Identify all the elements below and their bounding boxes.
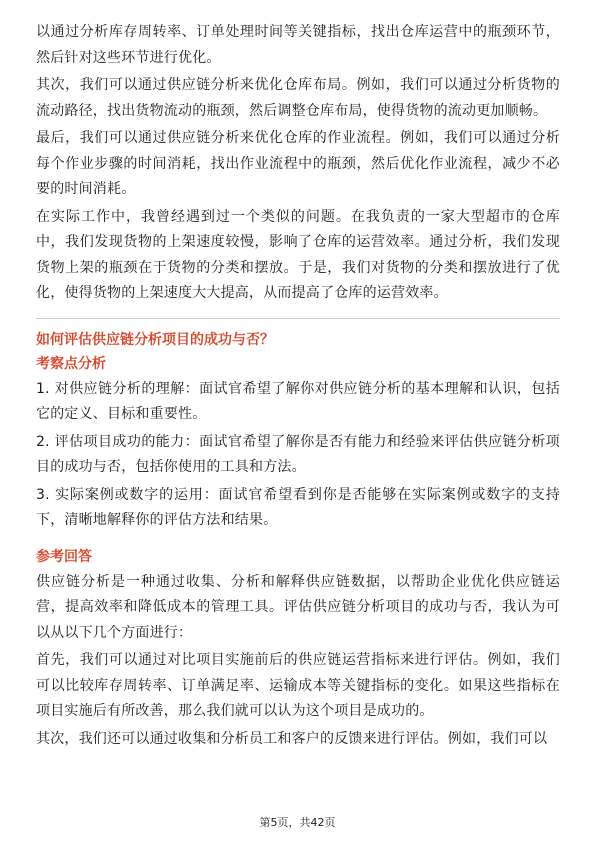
- intro-paragraph: 其次，我们可以通过供应链分析来优化仓库布局。例如，我们可以通过分析货物的流动路径，找出货物流动的瓶颈，然后调整仓库布局，使得货物的流动更加顺畅。: [36, 77, 560, 119]
- key-point-item: 1. 对供应链分析的理解：面试官希望了解你对供应链分析的基本理解和认识，包括它的定义、目标和重要性。: [36, 380, 560, 422]
- intro-paragraph: 以通过分析库存周转率、订单处理时间等关键指标，找出仓库运营中的瓶颈环节，然后针对这些环节进行优化。: [36, 24, 560, 66]
- key-points-heading: 考察点分析: [36, 355, 106, 372]
- section-divider: [36, 318, 560, 319]
- reference-answer-heading: 参考回答: [36, 548, 92, 565]
- answer-paragraph: 其次，我们还可以通过收集和分析员工和客户的反馈来进行评估。例如，我们可以: [36, 730, 548, 747]
- intro-paragraph: 最后，我们可以通过供应链分析来优化仓库的作业流程。例如，我们可以通过分析每个作业步骤的时间消耗，找出作业流程中的瓶颈，然后优化作业流程，减少不必要的时间消耗。: [36, 130, 560, 197]
- intro-paragraph: 在实际工作中，我曾经遇到过一个类似的问题。在我负责的一家大型超市的仓库中，我们发现货物的上架速度较慢，影响了仓库的运营效率。通过分析，我们发现货物上架的瓶颈在于货物的分类和摆放。于是，我们对货物的分类和摆放进行了优化，使得货物的上架速度大大提高，从而提高了仓库的运营效率。: [36, 208, 560, 301]
- answer-paragraph: 首先，我们可以通过对比项目实施前后的供应链运营指标来进行评估。例如，我们可以比较库存周转率、订单满足率、运输成本等关键指标的变化。如果这些指标在项目实施后有所改善，那么我们就可以认为这个项目是成功的。: [36, 652, 560, 719]
- question-title: 如何评估供应链分析项目的成功与否？: [36, 331, 274, 348]
- key-point-item: 2. 评估项目成功的能力：面试官希望了解你是否有能力和经验来评估供应链分析项目的成功与否，包括你使用的工具和方法。: [36, 433, 560, 475]
- answer-paragraph: 供应链分析是一种通过收集、分析和解释供应链数据，以帮助企业优化供应链运营，提高效率和降低成本的管理工具。评估供应链分析项目的成功与否，我认为可以从以下几个方面进行：: [36, 573, 560, 641]
- key-point-item: 3. 实际案例或数字的运用：面试官希望看到你是否能够在实际案例或数字的支持下，清晰地解释你的评估方法和结果。: [36, 486, 560, 528]
- page-content: [36, 20, 560, 754]
- page-number: 第5页，共42页: [259, 816, 336, 829]
